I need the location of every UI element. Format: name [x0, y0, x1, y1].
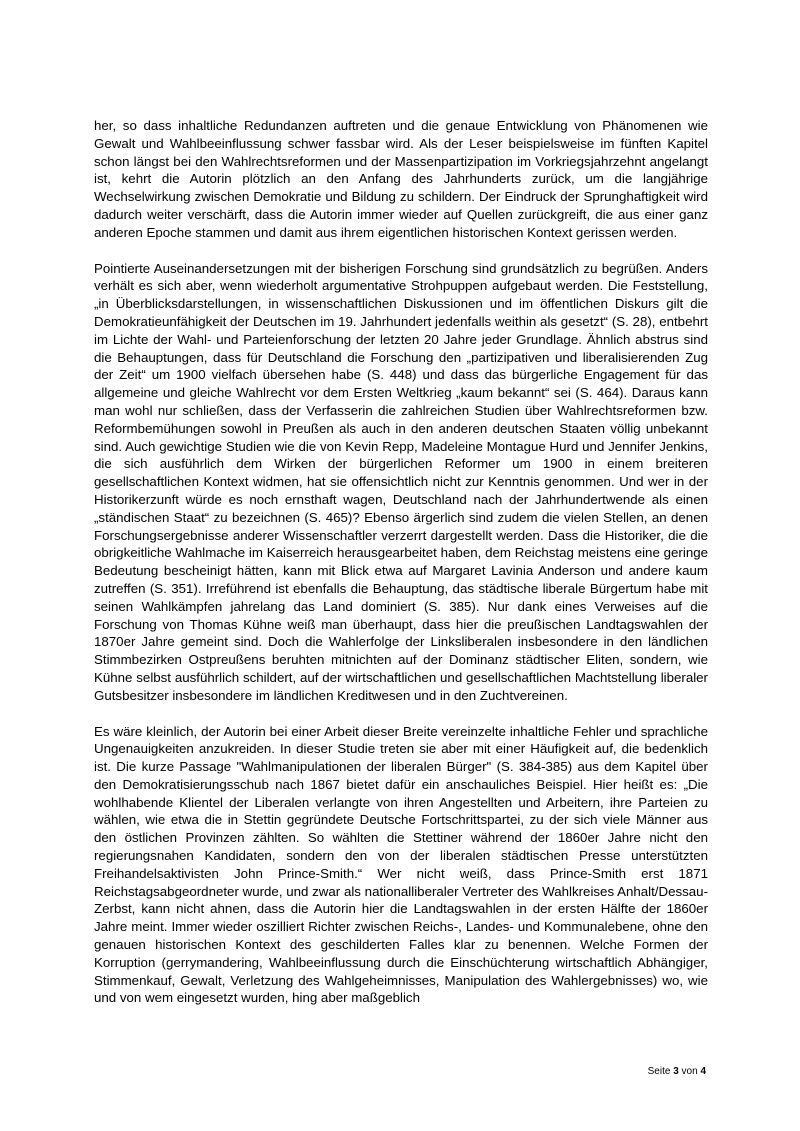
- page-separator: von: [681, 1066, 698, 1077]
- page-label: Seite: [647, 1066, 671, 1077]
- paragraph: her, so dass inhaltliche Redundanzen auftreten und die genaue Entwicklung von Phänomenen wie Gewalt und Wahlbeeinflussung schwer fassbar wird. Als der Leser beispielsweise im fünften Kapitel schon längst bei den Wahlrechtsreformen und der Massenpartizipation im Vorkriegsjahrzehnt angelangt ist, kehrt die Autorin plötzlich an den Anfang des Jahrhunderts zurück, um die langjährige Wechselwirkung zwischen Demokratie und Bildung zu schildern. Der Eindruck der Sprunghaftigkeit wird dadurch weiter verschärft, dass die Autorin immer wieder auf Quellen zurückgreift, die aus einer ganz anderen Epoche stammen und damit aus ihrem eigentlichen historischen Kontext gerissen werden.: [94, 118, 708, 240]
- current-page-number: 3: [673, 1066, 679, 1077]
- total-pages-number: 4: [700, 1066, 706, 1077]
- paragraph: Pointierte Auseinandersetzungen mit der bisherigen Forschung sind grundsätzlich zu begrüßen. Anders verhält es sich aber, wenn wiederholt argumentative Strohpuppen aufgebaut werden. Die Feststellung, „in Überblicksdarstellungen, in wissenschaftlichen Diskussionen und im öffentlichen Diskurs gilt die Demokratieunfähigkeit der Deutschen im 19. Jahrhundert jedenfalls weithin als gesetzt“ (S. 28), entbehrt im Lichte der Wahl- und Parteienforschung der letzten 20 Jahre jeder Grundlage. Ähnlich abstrus sind die Behauptungen, dass für Deutschland die Forschung den „partizipativen und liberalisierenden Zug der Zeit“ um 1900 vielfach übersehen habe (S. 448) und dass das bürgerliche Engagement für das allgemeine und gleiche Wahlrecht vor dem Ersten Weltkrieg „kaum bekannt“ sei (S. 464). Daraus kann man wohl nur schließen, dass der Verfasserin die zahlreichen Studien über Wahlrechtsreformen bzw. Reformbemühungen sowohl in Preußen als auch in den anderen deutschen Staaten völlig unbekannt sind. Auch gewichtige Studien wie die von Kevin Repp, Madeleine Montague Hurd und Jennifer Jenkins, die sich ausführlich dem Wirken der bürgerlichen Reformer um 1900 in einem breiteren gesellschaftlichen Kontext widmen, hat sie offensichtlich nicht zur Kenntnis genommen. Und wer in der Historikerzunft würde es noch ernsthaft wagen, Deutschland nach der Jahrhundertwende als einen „ständischen Staat“ zu bezeichnen (S. 465)? Ebenso ärgerlich sind zudem die vielen Stellen, an denen Forschungsergebnisse anderer Wissenschaftler verzerrt dargestellt werden. Dass die Historiker, die die obrigkeitliche Wahlmache im Kaiserreich herausgearbeitet haben, dem Reichstag meistens eine geringe Bedeutung bescheinigt hätten, kann mit Blick etwa auf Margaret Lavinia Anderson und andere kaum zutreffen (S. 351). Irreführend ist ebenfalls die Behauptung, das städtische liberale Bürgertum habe mit seinen Wahlkämpfen jahrelang das Land dominiert (S. 385). Nur dank eines Verweises auf die Forschung von Thomas Kühne weiß man überhaupt, dass hier die preußischen Landtagswahlen der 1870er Jahre gemeint sind. Doch die Wahlerfolge der Linksliberalen insbesondere in den ländlichen Stimmbezirken Ostpreußens beruhten mitnichten auf der Dominanz städtischer Eliten, sondern, wie Kühne selbst ausführlich schildert, auf der wirtschaftlichen und gesellschaftlichen Machtstellung liberaler Gutsbesitzer insbesondere im ländlichen Kreditwesen und in den Zuchtvereinen.: [94, 260, 708, 703]
- document-body: [94, 117, 708, 1025]
- paragraph: Es wäre kleinlich, der Autorin bei einer Arbeit dieser Breite vereinzelte inhaltliche Fehler und sprachliche Ungenauigkeiten anzukreiden. In dieser Studie treten sie aber mit einer Häufigkeit auf, die bedenklich ist. Die kurze Passage "Wahlmanipulationen der liberalen Bürger" (S. 384-385) aus dem Kapitel über den Demokratisierungsschub nach 1867 bietet dafür ein anschauliches Beispiel. Hier heißt es: „Die wohlhabende Klientel der Liberalen verlangte von ihren Angestellten und Arbeitern, ihre Parteien zu wählen, wie etwa die in Stettin gegründete Deutsche Fortschrittspartei, zu der sich viele Männer aus den östlichen Provinzen zählten. So wählten die Stettiner während der 1860er Jahre nicht den regierungsnahen Kandidaten, sondern den von der liberalen städtischen Presse unterstützten Freihandelsaktivisten John Prince-Smith.“ Wer nicht weiß, dass Prince-Smith erst 1871 Reichstagsabgeordneter wurde, und zwar als nationalliberaler Vertreter des Wahlkreises Anhalt/Dessau-Zerbst, kann nicht ahnen, dass die Autorin hier die Landtagswahlen in der ersten Hälfte der 1860er Jahre meint. Immer wieder oszilliert Richter zwischen Reichs-, Landes- und Kommunalebene, ohne den genauen historischen Kontext des geschilderten Falles klar zu benennen. Welche Formen der Korruption (gerrymandering, Wahlbeeinflussung durch die Einschüchterung wirtschaftlich Abhängiger, Stimmenkauf, Gewalt, Verletzung des Wahlgeheimnisses, Manipulation des Wahlergebnisses) wo, wie und von wem eingesetzt wurden, hing aber maßgeblich: [94, 723, 708, 1006]
- page-footer: [648, 1066, 706, 1078]
